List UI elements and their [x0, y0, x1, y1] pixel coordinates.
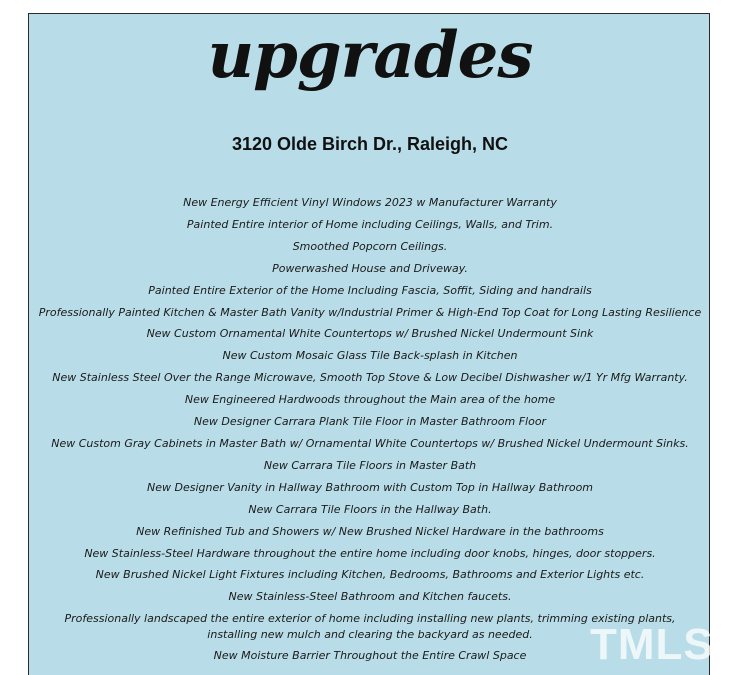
list-item: New Designer Carrara Plank Tile Floor in Master Bathroom Floor	[193, 415, 547, 429]
list-item: Painted Entire Exterior of the Home Including Fascia, Soffit, Siding and handrails	[148, 283, 592, 297]
watermark-logo: TMLS	[590, 620, 714, 669]
list-item: Smoothed Popcorn Ceilings.	[292, 239, 448, 253]
list-item: New Carrara Tile Floors in Master Bath	[263, 458, 477, 472]
list-item: New Stainless Steel Over the Range Microwave, Smooth Top Stove & Low Decibel Dishwasher w/1 Yr Mfg Warranty.	[52, 371, 688, 385]
list-item: New Custom Ornamental White Countertops w/ Brushed Nickel Undermount Sink	[146, 327, 594, 341]
list-item: Painted Entire interior of Home including Ceilings, Walls, and Trim.	[186, 217, 554, 231]
upgrades-list	[0, 192, 740, 667]
list-item: New Engineered Hardwoods throughout the Main area of the home	[184, 393, 556, 407]
list-item: Powerwashed House and Driveway.	[272, 261, 468, 275]
list-item: New Stainless-Steel Bathroom and Kitchen faucets.	[228, 590, 512, 604]
list-item: Professionally Painted Kitchen & Master Bath Vanity w/Industrial Primer & High-End Top Coat for Long Lasting Resilience	[38, 305, 702, 319]
list-item: New Moisture Barrier Throughout the Entire Crawl Space	[213, 649, 527, 663]
list-item: New Carrara Tile Floors in the Hallway Bath.	[248, 502, 492, 516]
property-address: 3120 Olde Birch Dr., Raleigh, NC	[231, 134, 509, 154]
list-item: New Brushed Nickel Light Fixtures including Kitchen, Bedrooms, Bathrooms and Exterior Lights etc.	[95, 568, 645, 582]
list-item: New Stainless-Steel Hardware throughout the entire home including door knobs, hinges, door stoppers.	[84, 546, 656, 560]
list-item: New Energy Efficient Vinyl Windows 2023 w Manufacturer Warranty	[183, 196, 557, 209]
list-item: New Designer Vanity in Hallway Bathroom with Custom Top in Hallway Bathroom	[146, 480, 594, 494]
list-item: New Custom Mosaic Glass Tile Back-splash in Kitchen	[222, 349, 518, 363]
list-item: New Refinished Tub and Showers w/ New Brushed Nickel Hardware in the bathrooms	[136, 524, 604, 538]
list-item: Professionally landscaped the entire exterior of home including installing new plants, trimming existing plants, installing new mulch and clearing the backyard as needed.	[64, 612, 676, 642]
list-item: New Custom Gray Cabinets in Master Bath w/ Ornamental White Countertops w/ Brushed Nickel Undermount Sinks.	[51, 436, 689, 450]
page-title: upgrades	[207, 18, 533, 93]
